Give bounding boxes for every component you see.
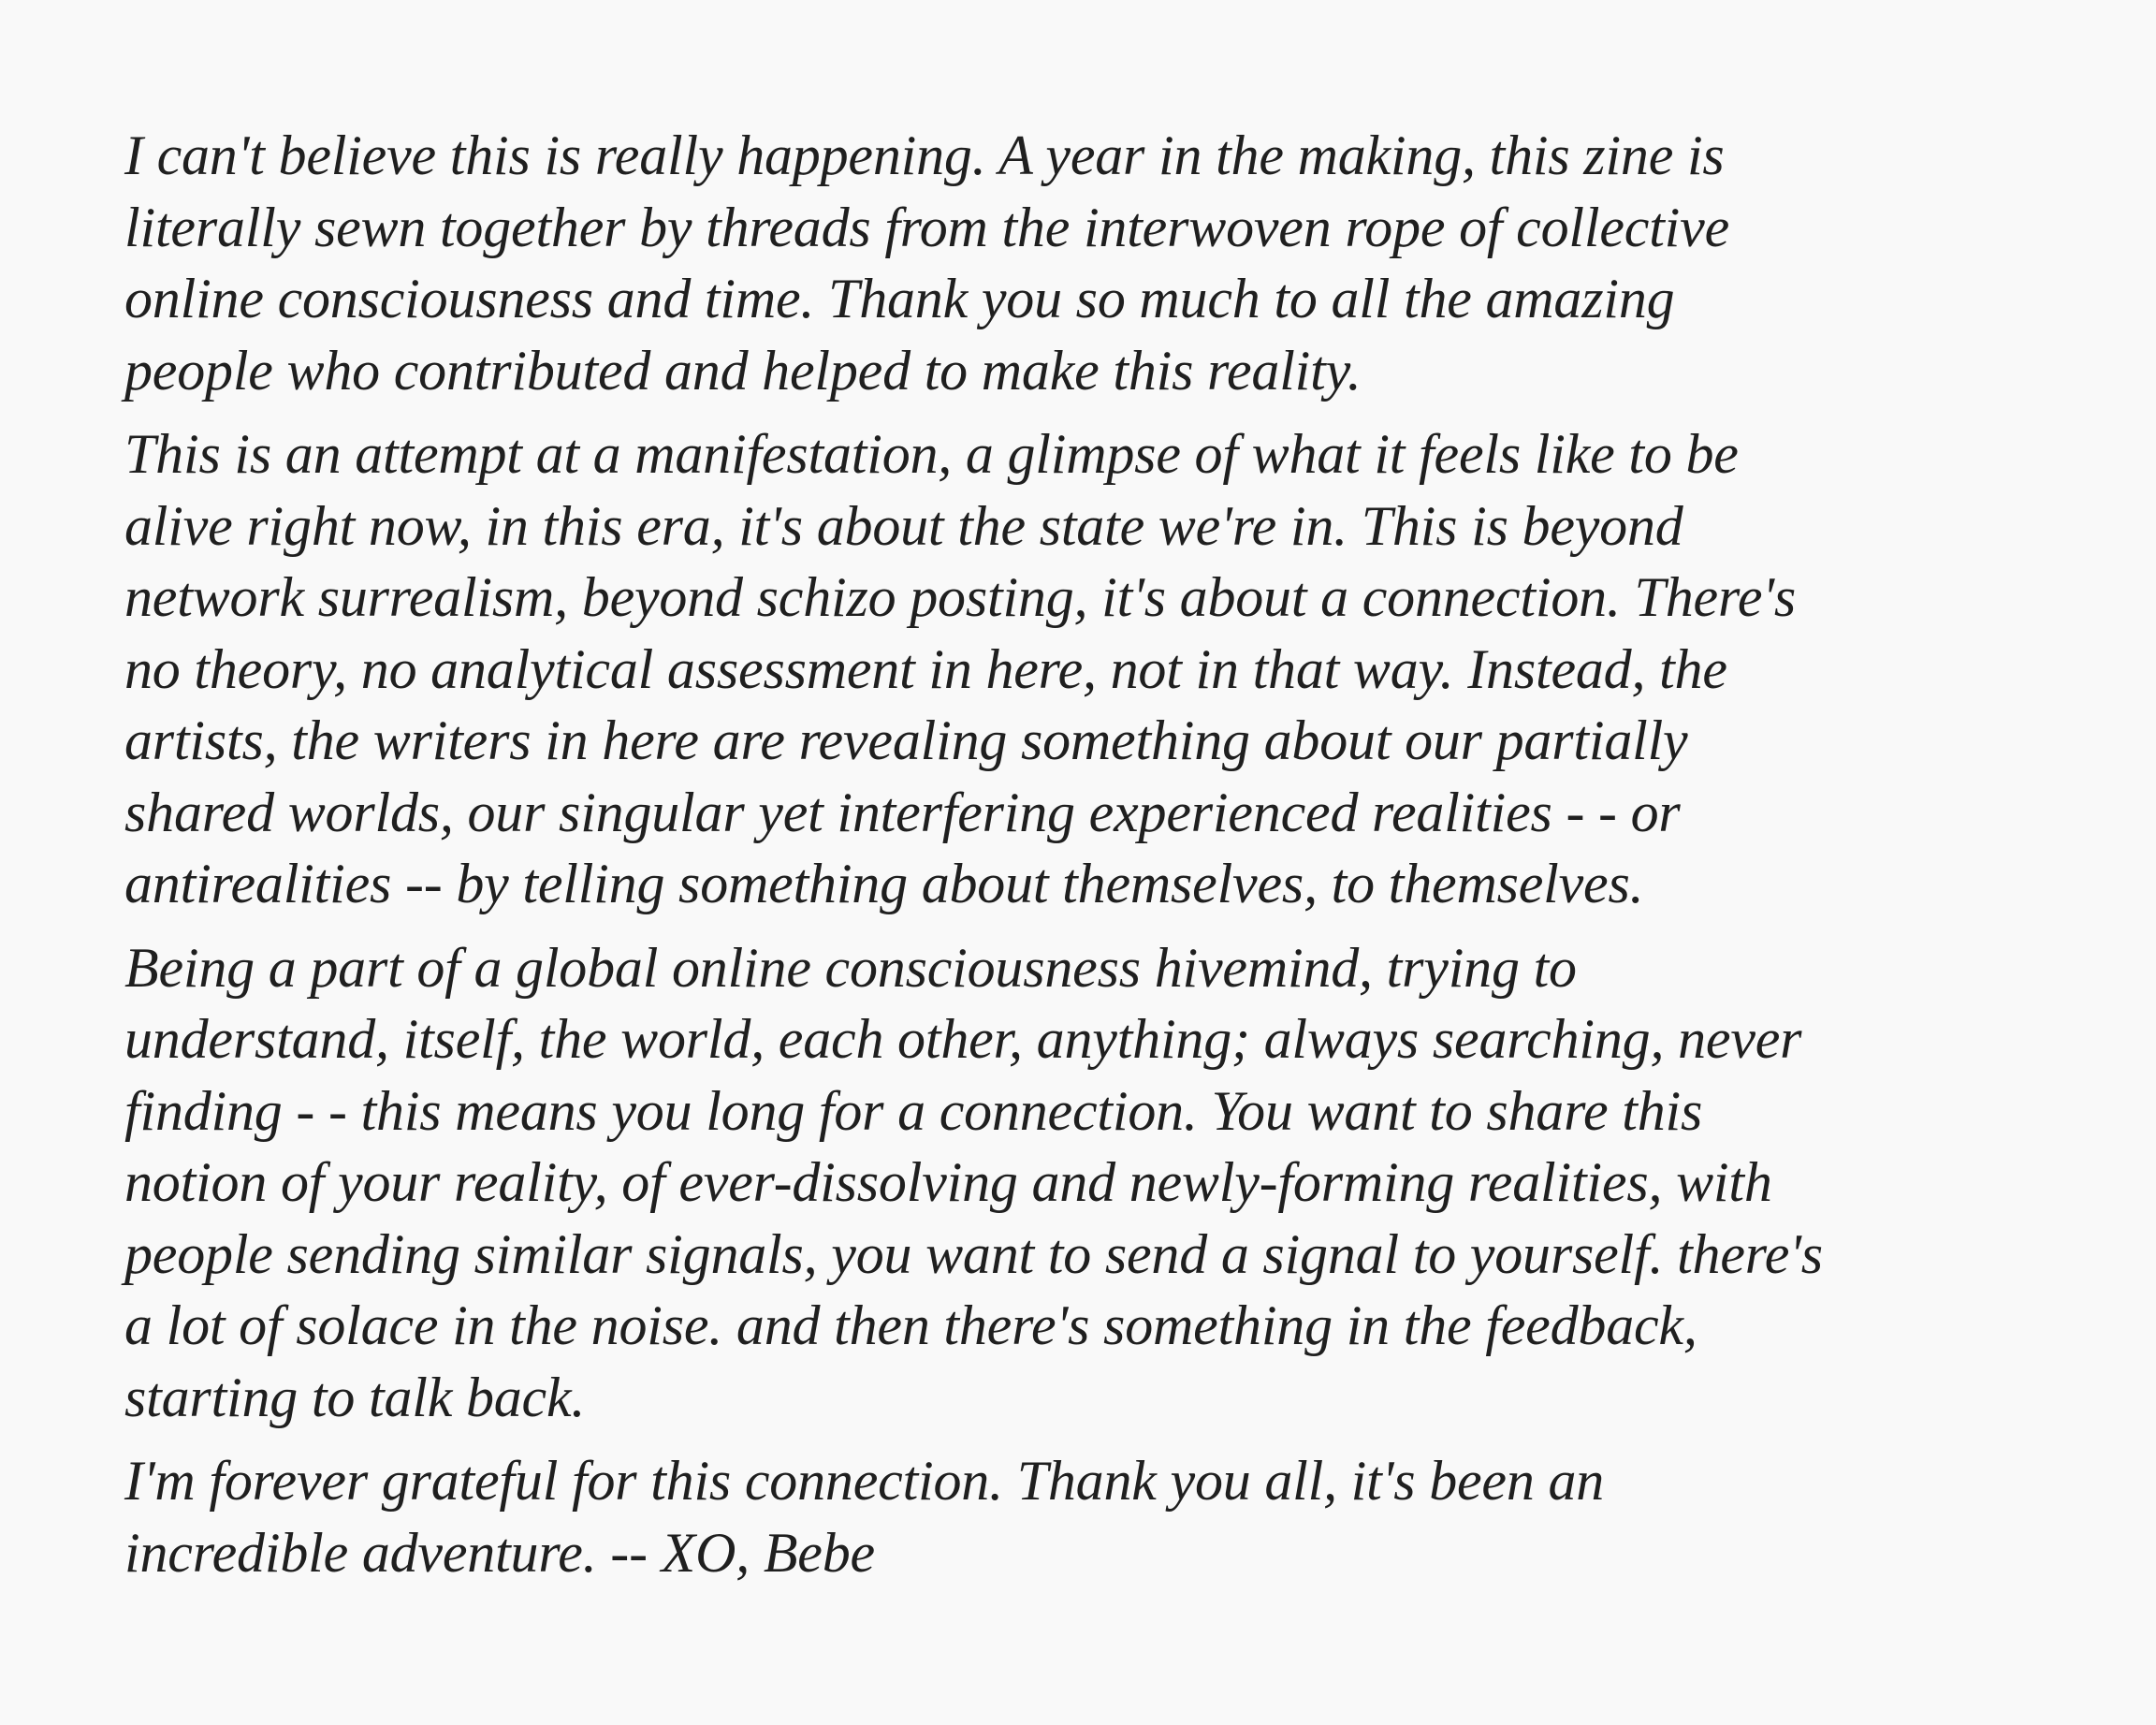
text-line: antirealities -- by telling something about themselves, to themselves. [124, 853, 1644, 914]
text-line: Being a part of a global online consciousness hivemind, trying to [124, 936, 1577, 999]
text-line: understand, itself, the world, each other, anything; always searching, never [124, 1008, 1802, 1070]
text-line: people sending similar signals, you want to send a signal to yourself. there's [124, 1222, 1823, 1285]
signature-line: incredible adventure. -- XO, Bebe [124, 1521, 875, 1584]
text-line: finding - - this means you long for a connection. You want to share this [124, 1079, 1703, 1142]
text-line: literally sewn together by threads from the interwoven rope of collective [124, 196, 1729, 258]
paragraph-2 [124, 418, 2052, 920]
paragraph-1 [124, 120, 2052, 406]
text-line: online consciousness and time. Thank you so much to all the amazing [124, 268, 1675, 329]
text-line: network surrealism, beyond schizo posting, it's about a connection. There's [124, 566, 1797, 628]
text-line: shared worlds, our singular yet interfering experienced realities - - or [124, 781, 1681, 843]
text-line: alive right now, in this era, it's about the state we're in. This is beyond [124, 494, 1683, 557]
text-line: a lot of solace in the noise. and then there's something in the feedback, [124, 1294, 1697, 1356]
text-line: artists, the writers in here are revealing something about our partially [124, 709, 1688, 771]
paragraph-4 [124, 1445, 2052, 1588]
text-line: people who contributed and helped to make this reality. [124, 339, 1362, 402]
text-line: notion of your reality, of ever-dissolving and newly-forming realities, with [124, 1151, 1772, 1213]
text-line: I'm forever grateful for this connection. Thank you all, it's been an [124, 1450, 1605, 1512]
letter-body [124, 120, 2052, 1601]
paragraph-3 [124, 932, 2052, 1434]
text-line: starting to talk back. [124, 1366, 586, 1428]
text-line: This is an attempt at a manifestation, a glimpse of what it feels like to be [124, 423, 1739, 485]
text-line: no theory, no analytical assessment in here, not in that way. Instead, the [124, 637, 1727, 700]
text-line: I can't believe this is really happening. A year in the making, this zine is [124, 124, 1725, 186]
